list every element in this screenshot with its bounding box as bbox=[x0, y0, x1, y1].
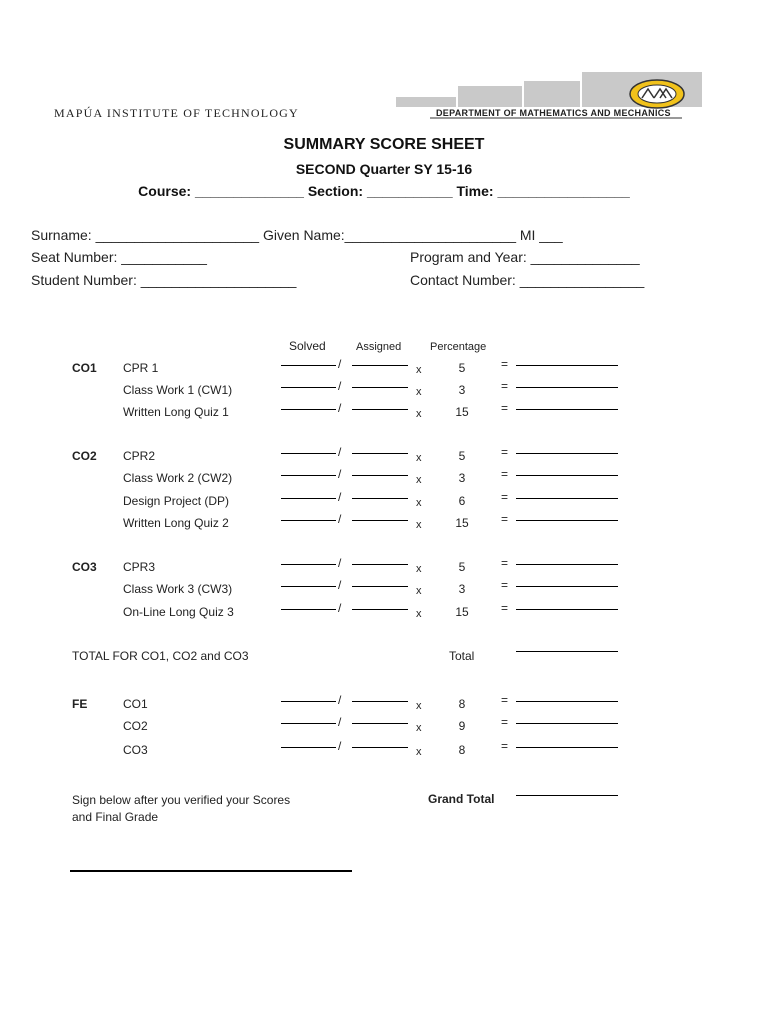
times-symbol: x bbox=[416, 746, 422, 758]
slash-symbol: / bbox=[338, 693, 342, 707]
equals-symbol: = bbox=[501, 715, 509, 729]
result-blank bbox=[516, 520, 618, 521]
slash-symbol: / bbox=[338, 578, 342, 592]
slash-symbol: / bbox=[338, 490, 342, 504]
item-label: Written Long Quiz 1 bbox=[123, 405, 229, 419]
item-label: CO2 bbox=[123, 719, 148, 733]
assigned-blank bbox=[352, 564, 408, 565]
slash-symbol: / bbox=[338, 556, 342, 570]
slash-symbol: / bbox=[338, 467, 342, 481]
solved-blank bbox=[281, 701, 336, 702]
solved-blank bbox=[281, 409, 336, 410]
slash-symbol: / bbox=[338, 601, 342, 615]
result-blank bbox=[516, 475, 618, 476]
result-blank bbox=[516, 365, 618, 366]
weight-value: 3 bbox=[458, 471, 466, 485]
equals-symbol: = bbox=[501, 445, 509, 459]
institution-name: MAPÚA INSTITUTE OF TECHNOLOGY bbox=[54, 106, 299, 120]
equals-symbol: = bbox=[501, 739, 509, 753]
item-label: CPR2 bbox=[123, 449, 156, 463]
student-number-line: Student Number: ____________________ bbox=[31, 272, 297, 288]
result-blank bbox=[516, 609, 618, 610]
weight-value: 5 bbox=[458, 560, 466, 574]
solved-blank bbox=[281, 365, 336, 366]
assigned-blank bbox=[352, 365, 408, 366]
school-seal-icon bbox=[628, 79, 686, 109]
weight-value: 15 bbox=[455, 605, 469, 619]
result-blank bbox=[516, 498, 618, 499]
fe-code: FE bbox=[72, 697, 88, 711]
program-year-line: Program and Year: ______________ bbox=[410, 249, 640, 265]
times-symbol: x bbox=[416, 563, 422, 575]
assigned-blank bbox=[352, 387, 408, 388]
solved-blank bbox=[281, 586, 336, 587]
assigned-blank bbox=[352, 475, 408, 476]
item-label: On-Line Long Quiz 3 bbox=[123, 605, 234, 619]
quarter-subtitle: SECOND Quarter SY 15-16 bbox=[295, 161, 473, 177]
group-code: CO1 bbox=[72, 361, 97, 375]
equals-symbol: = bbox=[501, 401, 509, 415]
result-blank bbox=[516, 723, 618, 724]
equals-symbol: = bbox=[501, 512, 509, 526]
weight-value: 8 bbox=[458, 743, 466, 757]
slash-symbol: / bbox=[338, 512, 342, 526]
slash-symbol: / bbox=[338, 739, 342, 753]
total-blank bbox=[516, 651, 618, 652]
times-symbol: x bbox=[416, 519, 422, 531]
assigned-blank bbox=[352, 747, 408, 748]
times-symbol: x bbox=[416, 452, 422, 464]
result-blank bbox=[516, 409, 618, 410]
weight-value: 8 bbox=[458, 697, 466, 711]
percentage-header: Percentage bbox=[430, 341, 487, 353]
solved-blank bbox=[281, 475, 336, 476]
result-blank bbox=[516, 586, 618, 587]
slash-symbol: / bbox=[338, 357, 342, 371]
item-label: Written Long Quiz 2 bbox=[123, 516, 229, 530]
weight-value: 9 bbox=[458, 719, 466, 733]
result-blank bbox=[516, 747, 618, 748]
solved-blank bbox=[281, 747, 336, 748]
solved-blank bbox=[281, 609, 336, 610]
signature-line bbox=[70, 870, 352, 872]
sign-instruction-line1: Sign below after you verified your Scores bbox=[72, 793, 291, 807]
group-code: CO2 bbox=[72, 449, 97, 463]
weight-value: 3 bbox=[458, 582, 466, 596]
result-blank bbox=[516, 387, 618, 388]
item-label: CPR3 bbox=[123, 560, 156, 574]
times-symbol: x bbox=[416, 386, 422, 398]
item-label: CPR 1 bbox=[123, 361, 159, 375]
grand-total-label: Grand Total bbox=[428, 792, 495, 806]
times-symbol: x bbox=[416, 608, 422, 620]
sign-instruction-line2: and Final Grade bbox=[72, 810, 159, 824]
solved-blank bbox=[281, 453, 336, 454]
result-blank bbox=[516, 453, 618, 454]
equals-symbol: = bbox=[501, 556, 509, 570]
times-symbol: x bbox=[416, 497, 422, 509]
solved-header: Solved bbox=[289, 339, 326, 353]
department-name: DEPARTMENT OF MATHEMATICS AND MECHANICS bbox=[436, 108, 671, 118]
group-code: CO3 bbox=[72, 560, 97, 574]
grand-total-blank bbox=[516, 795, 618, 796]
equals-symbol: = bbox=[501, 467, 509, 481]
times-symbol: x bbox=[416, 474, 422, 486]
equals-symbol: = bbox=[501, 379, 509, 393]
item-label: CO1 bbox=[123, 697, 148, 711]
equals-symbol: = bbox=[501, 693, 509, 707]
seat-number-line: Seat Number: ___________ bbox=[31, 249, 207, 265]
assigned-header: Assigned bbox=[356, 341, 402, 353]
slash-symbol: / bbox=[338, 401, 342, 415]
result-blank bbox=[516, 564, 618, 565]
solved-blank bbox=[281, 498, 336, 499]
name-line: Surname: _____________________ Given Name:______________________ MI ___ bbox=[31, 227, 563, 243]
equals-symbol: = bbox=[501, 357, 509, 371]
slash-symbol: / bbox=[338, 715, 342, 729]
result-blank bbox=[516, 701, 618, 702]
assigned-blank bbox=[352, 453, 408, 454]
times-symbol: x bbox=[416, 722, 422, 734]
course-section-time-line: Course: ______________ Section: ___________ Time: _________________ bbox=[138, 183, 630, 199]
assigned-blank bbox=[352, 701, 408, 702]
equals-symbol: = bbox=[501, 490, 509, 504]
times-symbol: x bbox=[416, 408, 422, 420]
solved-blank bbox=[281, 387, 336, 388]
item-label: CO3 bbox=[123, 743, 148, 757]
assigned-blank bbox=[352, 609, 408, 610]
item-label: Design Project (DP) bbox=[123, 494, 230, 508]
times-symbol: x bbox=[416, 585, 422, 597]
contact-number-line: Contact Number: ________________ bbox=[410, 272, 645, 288]
assigned-blank bbox=[352, 586, 408, 587]
assigned-blank bbox=[352, 409, 408, 410]
page-title: SUMMARY SCORE SHEET bbox=[283, 136, 485, 153]
total-right-label: Total bbox=[449, 649, 475, 663]
weight-value: 5 bbox=[458, 361, 466, 375]
times-symbol: x bbox=[416, 364, 422, 376]
slash-symbol: / bbox=[338, 379, 342, 393]
solved-blank bbox=[281, 723, 336, 724]
weight-value: 15 bbox=[455, 516, 469, 530]
solved-blank bbox=[281, 520, 336, 521]
assigned-blank bbox=[352, 498, 408, 499]
item-label: Class Work 3 (CW3) bbox=[123, 582, 233, 596]
assigned-blank bbox=[352, 723, 408, 724]
weight-value: 6 bbox=[458, 494, 466, 508]
weight-value: 5 bbox=[458, 449, 466, 463]
weight-value: 3 bbox=[458, 383, 466, 397]
slash-symbol: / bbox=[338, 445, 342, 459]
item-label: Class Work 1 (CW1) bbox=[123, 383, 233, 397]
assigned-blank bbox=[352, 520, 408, 521]
solved-blank bbox=[281, 564, 336, 565]
total-label: TOTAL FOR CO1, CO2 and CO3 bbox=[72, 649, 249, 663]
times-symbol: x bbox=[416, 700, 422, 712]
item-label: Class Work 2 (CW2) bbox=[123, 471, 233, 485]
weight-value: 15 bbox=[455, 405, 469, 419]
equals-symbol: = bbox=[501, 601, 509, 615]
equals-symbol: = bbox=[501, 578, 509, 592]
